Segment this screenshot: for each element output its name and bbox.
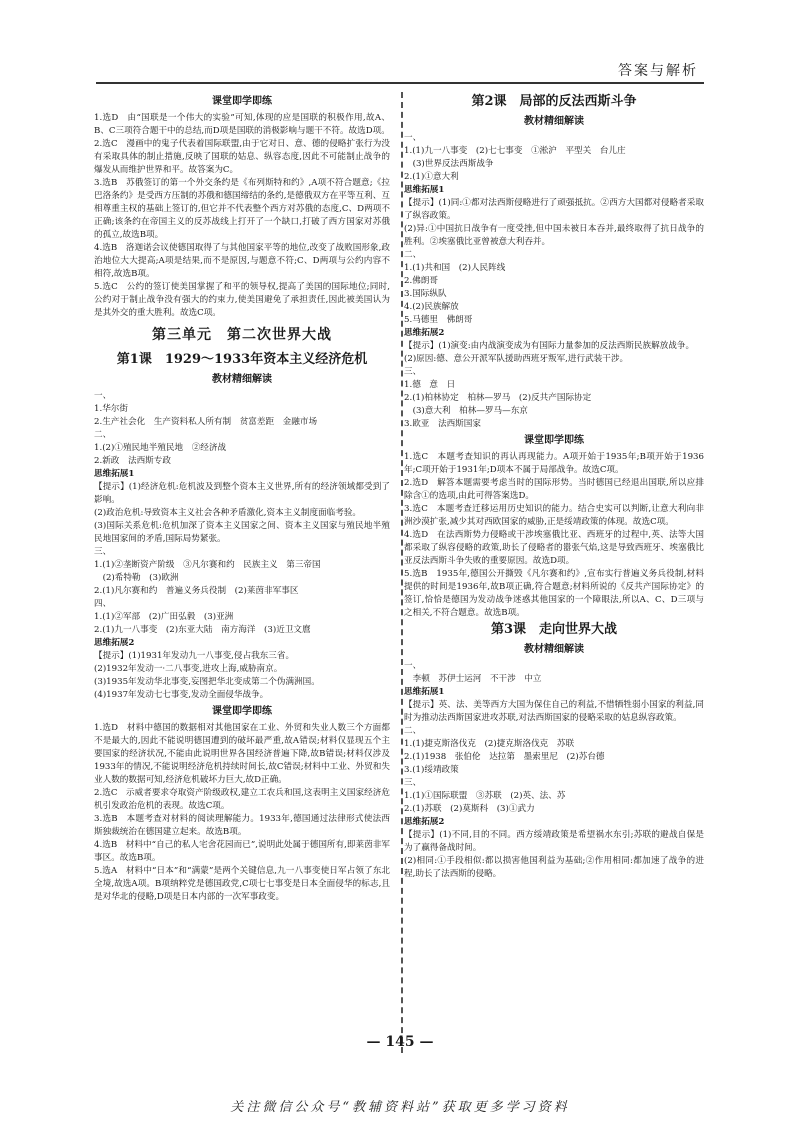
answer-line: 3.国际纵队 xyxy=(404,289,447,299)
answer-line: 2.选C 示威者要求夺取资产阶级政权,建立工农兵和国,这表明主义国家经济危机引发政治危机的表现。故选C项。 xyxy=(94,788,390,811)
left-column xyxy=(94,92,390,904)
answer-line: 2.新政 法西斯专政 xyxy=(94,456,171,466)
page-number: — 145 — xyxy=(366,1034,434,1050)
answer-line: 三、 xyxy=(94,547,112,557)
lesson-title: 第3课 走向世界大战 xyxy=(490,622,618,637)
answer-line: (3)意大利 柏林—罗马—东京 xyxy=(404,406,528,416)
answer-line: 李顿 苏伊士运河 不干涉 中立 xyxy=(404,674,542,684)
answer-line: 1.华尔街 xyxy=(94,404,128,414)
answer-line: 2.(1)苏联 (2)莫斯科 (3)①武力 xyxy=(404,804,535,814)
answer-line: 5.选B 1935年,德国公开撕毁《凡尔赛和约》,宣布实行普遍义务兵役制,材料提供的时间是1936年,故B项正确,符合题意;材料所说的《反共产国际协定》的签订,恰恰是德国为发动战争迷惑其他国家的一个障眼法,所以A、C、D三项与之相关,不符合题意。故选B项。 xyxy=(404,569,704,618)
answer-line: 4.选B 材料中“自己的私人宅舍花园而已”,说明此处属于德国所有,即莱茵非军事区。故选B项。 xyxy=(94,840,390,863)
answer-line: 4.(2)民族解放 xyxy=(404,302,459,312)
answer-line: 3.选B 苏俄签订的第一个外交条约是《布列斯特和约》,A项不符合题意;《拉巴洛条约》是受西方压制的苏俄和德国缔结的条约,是德俄双方在平等互利、互相尊重主权的基础上签订的,但它并不代表整个西方对苏俄的态度,C、D两项不正确;该条约在帝国主义的反苏战线上打开了一个缺口,打破了西方国家对苏俄的孤立,故选B项。 xyxy=(94,178,390,240)
answer-line: (2)相同:①手段相似:都以损害他国利益为基础;②作用相同:都加速了战争的进程,助长了法西斯的侵略。 xyxy=(404,856,704,879)
section-heading: 教材精细解读 xyxy=(524,116,584,127)
unit-title: 第三单元 第二次世界大战 xyxy=(152,327,332,343)
answer-line: 4.选B 洛迦诺会议使德国取得了与其他国家平等的地位,改变了战败国形象,政治地位大大提高;A项是结果,而不是原因,与题意不符;C、D两项与公约内容不相符,故选B项。 xyxy=(94,243,390,279)
subsection-label: 思维拓展2 xyxy=(404,817,445,827)
subsection-label: 思维拓展1 xyxy=(94,469,135,479)
answer-line: 【提示】(1)经济危机:危机波及到整个资本主义世界,所有的经济领域都受到了影响。 xyxy=(94,482,390,505)
section-heading: 课堂即学即练 xyxy=(212,96,272,107)
subsection-label: 思维拓展1 xyxy=(404,185,445,195)
answer-line: 2.(1)九一八事变 (2)东亚大陆 南方海洋 (3)近卫文麿 xyxy=(94,625,311,635)
answer-line: (2)希特勒 (3)欧洲 xyxy=(94,573,179,583)
answer-line: 1.(1)②垄断资产阶级 ③凡尔赛和约 民族主义 第三帝国 xyxy=(94,560,321,570)
answer-line: (3)国际关系危机:危机加深了资本主义国家之间、资本主义国家与殖民地半殖民地国家间的矛盾,国际局势紧张。 xyxy=(94,521,390,544)
answer-line: 5.选A 材料中“日本”和“满蒙”是两个关键信息,九一八事变使日军占领了东北全境,故选A项。B项纳粹党是德国政党,C项七七事变是日本全面侵华的标志,且是对华北的侵略,D项是日本内部的一次军事政变。 xyxy=(94,866,390,902)
answer-line: 1.(1)共和国 (2)人民阵线 xyxy=(404,263,506,273)
answer-line: (2)原因:德、意公开派军队援助西班牙叛军,进行武装干涉。 xyxy=(404,354,629,364)
answer-line: 2.(1)①意大利 xyxy=(404,172,459,182)
answer-line: 2.选D 解答本题需要考虑当时的国际形势。当时德国已经退出国联,所以应排除含①的选项,由此可得答案选D。 xyxy=(404,478,704,501)
subsection-label: 思维拓展2 xyxy=(404,328,445,338)
answer-line: 2.生产社会化 生产资料私人所有制 贫富差距 金融市场 xyxy=(94,417,318,427)
answer-line: 3.欧亚 法西斯国家 xyxy=(404,419,481,429)
section-heading: 教材精细解读 xyxy=(524,644,584,655)
answer-line: 三、 xyxy=(404,778,422,788)
answer-line: 1.选D 材料中德国的数据相对其他国家在工业、外贸和失业人数三个方面都不是最大的,因此不能说明德国遭到的破坏最严重,故A错误;材料仅显现五个主要国家的经济状况,不能由此说明世界各国经济普遍下降,故B错误;材料仅涉及1933年的情况,不能说明经济危机持续时间长,故C错误;材料中工业、外贸和失业人数的数据可知,经济危机破坏力巨大,故D正确。 xyxy=(94,723,390,785)
answer-line: 二、 xyxy=(404,250,422,260)
answer-line: 3.选C 本题考查迁移运用历史知识的能力。结合史实可以判断,让意大利向非洲沙漠扩张,减少其对西欧国家的威胁,正是绥靖政策的体现。故选C项。 xyxy=(404,504,704,527)
answer-line: 3.选B 本题考查对材料的阅读理解能力。1933年,德国通过法律形式使法西斯独裁统治在德国建立起来。故选B项。 xyxy=(94,814,390,837)
footer-note: 关注微信公众号“教辅资料站”获取更多学习资料 xyxy=(230,1100,570,1115)
answer-line: 2.选C 漫画中的鬼子代表着国际联盟,由于它对日、意、德的侵略扩张行为没有采取具体的制止措施,反映了国联的姑息、纵容态度,因此不可能制止战争的爆发从而维护世界和平。故答案为C。 xyxy=(94,139,390,175)
answer-line: 4.选D 在法西斯势力侵略或干涉埃塞俄比亚、西班牙的过程中,英、法等大国都采取了纵容侵略的政策,助长了侵略者的嚣张气焰,这是导致西班牙、埃塞俄比亚反法西斯斗争失败的重要原因。故选D项。 xyxy=(404,530,704,566)
answer-line: 2.(1)1938 张伯伦 达拉第 墨索里尼 (2)苏台德 xyxy=(404,752,605,762)
answer-line: 1.(2)①殖民地半殖民地 ②经济战 xyxy=(94,443,227,453)
answer-line: (2)1932年发动一·二八事变,进攻上海,威胁南京。 xyxy=(94,664,283,674)
section-heading: 课堂即学即练 xyxy=(212,706,272,717)
answer-line: 2.(1)凡尔赛和约 普遍义务兵役制 (2)莱茵非军事区 xyxy=(94,586,299,596)
answer-line: 【提示】英、法、美等西方大国为保住自己的利益,不惜牺牲弱小国家的利益,同时为推动法西斯国家进攻苏联,对法西斯国家的侵略采取的姑息纵容政策。 xyxy=(404,700,704,723)
section-heading: 教材精细解读 xyxy=(212,374,272,385)
answer-line: 5.马德里 佛朗哥 xyxy=(404,315,473,325)
answer-line: 二、 xyxy=(94,430,112,440)
answer-line: 2.佛朗哥 xyxy=(404,276,438,286)
answer-line: 1.德 意 日 xyxy=(404,380,456,390)
answer-line: 3.(1)绥靖政策 xyxy=(404,765,459,775)
answer-line: 三、 xyxy=(404,367,422,377)
answer-line: 一、 xyxy=(94,391,112,401)
answer-line: (2)政治危机:导致资本主义社会各种矛盾激化,资本主义制度面临考验。 xyxy=(94,508,362,518)
lesson-title: 第1课 1929～1933年资本主义经济危机 xyxy=(116,352,368,367)
section-heading: 课堂即学即练 xyxy=(524,435,584,446)
answer-line: (3)1935年发动华北事变,妄图把华北变成第二个伪满洲国。 xyxy=(94,677,320,687)
answer-line: 1.(1)②军部 (2)广田弘毅 (3)亚洲 xyxy=(94,612,234,622)
answer-line: 一、 xyxy=(404,661,422,671)
subsection-label: 思维拓展1 xyxy=(404,687,445,697)
answer-line: (2)异:①中国抗日战争有一度受挫,但中国未被日本吞并,最终取得了抗日战争的胜利。②埃塞俄比亚曾被意大利吞并。 xyxy=(404,224,704,247)
answer-line: 1.选D 由“国联是一个伟大的实验”可知,体现的应是国联的积极作用,故A、B、C三项符合题干中的总结,而D项是国联的消极影响与题干不符。故选D项。 xyxy=(94,113,390,136)
answer-line: 5.选C 公约的签订使美国掌握了和平的领导权,提高了美国的国际地位;同时,公约对于制止战争没有强大的约束力,使美国避免了承担责任,因此被美国认为是其外交的重大胜利。故选C项。 xyxy=(94,282,390,318)
answer-line: 【提示】(1)演变:由内战演变成为有国际力量参加的反法西斯民族解放战争。 xyxy=(404,341,695,351)
answer-line: 1.选C 本题考查知识的再认再现能力。A项开始于1935年;B项开始于1936年;C项开始于1931年;D项本不属于局部战争。故选C项。 xyxy=(404,452,704,475)
answer-line: 1.(1)九一八事变 (2)七七事变 ①淞沪 平型关 台儿庄 xyxy=(404,146,626,156)
answer-line: 2.(1)柏林协定 柏林—罗马 (2)反共产国际协定 xyxy=(404,393,592,403)
column-divider xyxy=(401,92,403,1053)
page-header xyxy=(96,54,704,84)
lesson-title: 第2课 局部的反法西斯斗争 xyxy=(471,94,637,109)
right-column xyxy=(404,92,704,881)
answer-line: 【提示】(1)同:①都对法西斯侵略进行了顽强抵抗。②西方大国都对侵略者采取了纵容政策。 xyxy=(404,198,704,221)
answer-line: (4)1937年发动七七事变,发动全面侵华战争。 xyxy=(94,690,269,700)
answer-line: 【提示】(1)不同,目的不同。西方绥靖政策是希望祸水东引;苏联的避战自保是为了赢得备战时间。 xyxy=(404,830,704,853)
subsection-label: 思维拓展2 xyxy=(94,638,135,648)
answer-line: 二、 xyxy=(404,726,422,736)
answer-line: 1.(1)捷克斯洛伐克 (2)捷克斯洛伐克 苏联 xyxy=(404,739,575,749)
answer-line: 一、 xyxy=(404,133,422,143)
answer-line: 【提示】(1)1931年发动九一八事变,侵占我东三省。 xyxy=(94,651,295,661)
answer-line: (3)世界反法西斯战争 xyxy=(404,159,494,169)
answer-line: 四、 xyxy=(94,599,112,609)
header-title: 答案与解析 xyxy=(618,63,698,79)
answer-line: 1.(1)①国际联盟 ③苏联 (2)英、法、苏 xyxy=(404,791,566,801)
